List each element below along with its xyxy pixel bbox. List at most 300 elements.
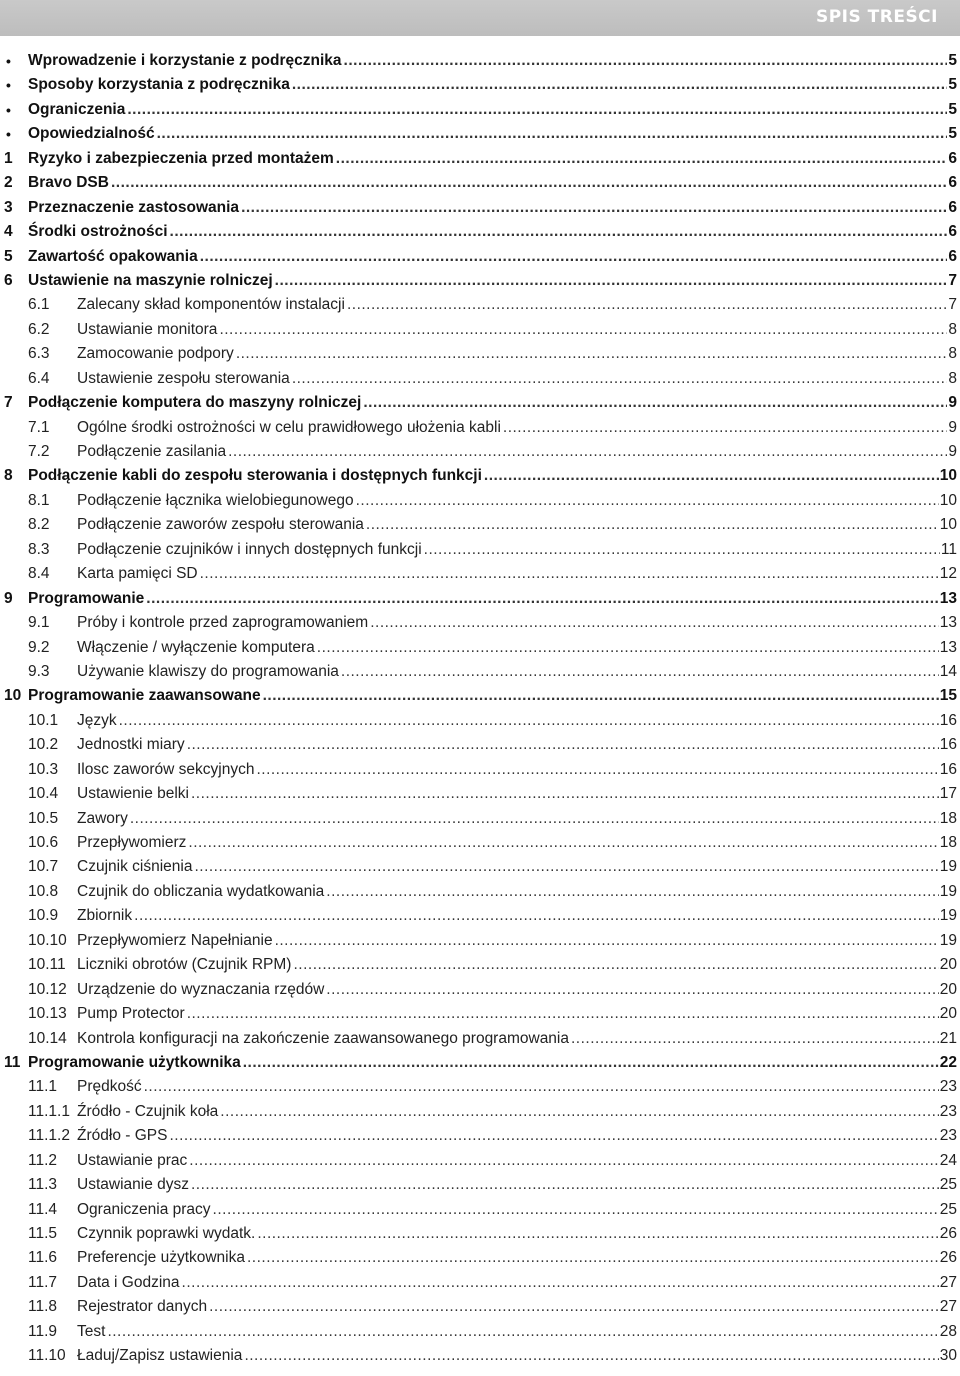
toc-entry[interactable]	[0, 147, 960, 171]
toc-entry[interactable]	[0, 929, 960, 953]
dot-leader	[200, 247, 948, 267]
toc-entry-title: Jednostki miary	[77, 736, 185, 754]
toc-entry-body	[77, 1077, 957, 1097]
toc-entry-number: 10.10	[28, 931, 67, 949]
toc-entry[interactable]	[0, 611, 960, 635]
toc-entry[interactable]	[0, 733, 960, 757]
toc-entry-body	[77, 711, 957, 731]
toc-entry-body	[77, 1029, 957, 1049]
toc-entry-page: 18	[939, 809, 957, 827]
dot-leader	[326, 882, 938, 902]
dot-leader	[187, 1004, 939, 1024]
toc-entry-body	[77, 809, 957, 829]
toc-entry[interactable]	[0, 782, 960, 806]
dot-leader	[213, 1200, 939, 1220]
toc-entry-body	[77, 1175, 957, 1195]
dot-leader	[144, 1077, 939, 1097]
toc-entry-number: 11.9	[28, 1322, 58, 1340]
toc-entry-number: 10.14	[28, 1029, 67, 1047]
toc-entry[interactable]	[0, 293, 960, 317]
toc-entry-page: 27	[939, 1298, 957, 1316]
toc-entry-page: 23	[939, 1102, 957, 1120]
dot-leader	[170, 222, 948, 242]
toc-entry-number: 11.1.1	[28, 1102, 70, 1120]
toc-entry-page: 16	[939, 760, 957, 778]
toc-entry-title: Włączenie / wyłączenie komputera	[77, 638, 315, 656]
toc-entry[interactable]	[0, 978, 960, 1002]
toc-entry[interactable]	[0, 416, 960, 440]
toc-entry-number: 10.9	[28, 907, 59, 925]
toc-entry-page: 13	[939, 638, 957, 656]
bullet-icon: •	[6, 53, 11, 69]
toc-entry[interactable]	[0, 904, 960, 928]
toc-entry-number: 10.2	[28, 736, 59, 754]
toc-entry-body	[28, 149, 957, 169]
toc-entry[interactable]	[0, 758, 960, 782]
toc-entry[interactable]	[0, 513, 960, 537]
toc-entry[interactable]	[0, 1344, 960, 1368]
toc-entry-number: 11.1.2	[28, 1127, 70, 1145]
toc-entry-body	[77, 638, 957, 658]
toc-entry-number: 8.2	[28, 516, 50, 534]
toc-entry-page: 13	[939, 614, 957, 632]
toc-entry[interactable]	[0, 1271, 960, 1295]
header-bar	[0, 0, 960, 36]
toc-entry-body	[77, 613, 957, 633]
toc-entry-title: Źródło - GPS	[77, 1127, 168, 1145]
toc-entry-number: 4	[4, 223, 13, 241]
toc-entry-title: Używanie klawiszy do programowania	[77, 662, 339, 680]
dot-leader	[247, 1248, 939, 1268]
toc-entry[interactable]	[0, 440, 960, 464]
toc-entry-body	[28, 466, 957, 486]
toc-entry[interactable]	[0, 73, 960, 97]
dot-leader	[191, 1175, 939, 1195]
toc-entry-page: 8	[948, 369, 957, 387]
toc-entry-page: 18	[939, 834, 957, 851]
dot-leader	[356, 491, 939, 511]
toc-entry-page: 16	[939, 711, 957, 729]
toc-entry-title: Czynnik poprawki wydatk.	[77, 1225, 256, 1242]
dot-leader	[256, 760, 938, 780]
toc-entry[interactable]	[0, 684, 960, 708]
toc-entry-body	[28, 271, 957, 291]
toc-entry-body	[77, 760, 957, 780]
toc-entry-page: 10	[939, 491, 957, 509]
toc-entry-body	[77, 1346, 957, 1366]
toc-entry-number: 8.1	[28, 491, 50, 509]
toc-entry-number: 11.4	[28, 1200, 58, 1218]
toc-entry-body	[77, 418, 957, 438]
toc-entry[interactable]	[0, 831, 960, 855]
toc-entry-title: Czujnik ciśnienia	[77, 858, 193, 876]
toc-entry-page: 22	[939, 1053, 957, 1071]
toc-entry-page: 16	[939, 736, 957, 754]
toc-entry[interactable]	[0, 489, 960, 513]
toc-entry[interactable]	[0, 220, 960, 244]
toc-entry[interactable]	[0, 855, 960, 879]
toc-entry-body	[77, 1273, 957, 1293]
toc-entry-page: 20	[939, 956, 957, 974]
dot-leader	[257, 1224, 938, 1244]
toc-entry-number: 11	[4, 1053, 21, 1071]
toc-entry-page: 20	[939, 1005, 957, 1023]
toc-entry-number: 6.4	[28, 369, 50, 387]
dot-leader	[127, 100, 947, 120]
toc-entry-page: 23	[939, 1078, 957, 1096]
table-of-contents	[0, 49, 960, 1369]
toc-entry-title: Przepływomierz Napełnianie	[77, 931, 273, 949]
dot-leader	[220, 1102, 938, 1122]
dot-leader	[188, 833, 938, 853]
toc-entry-page: 21	[939, 1029, 957, 1047]
toc-entry[interactable]	[0, 318, 960, 342]
toc-entry-body	[28, 247, 957, 267]
toc-entry-body	[77, 1224, 957, 1244]
toc-entry-number: 10.4	[28, 785, 59, 803]
dot-leader	[157, 124, 948, 144]
dot-leader	[366, 515, 939, 535]
toc-entry-number: 11.8	[28, 1298, 58, 1316]
toc-entry-title: Programowanie użytkownika	[28, 1053, 241, 1071]
dot-leader	[292, 75, 948, 95]
toc-entry-number: 3	[4, 198, 13, 216]
bullet-icon: •	[6, 101, 11, 118]
dot-leader	[275, 271, 948, 291]
dot-leader	[228, 442, 947, 462]
toc-entry-number: 11.5	[28, 1225, 58, 1242]
toc-entry-page: 24	[939, 1151, 957, 1169]
dot-leader	[293, 955, 938, 975]
toc-entry-page: 6	[948, 198, 957, 216]
bullet-icon: •	[6, 77, 11, 94]
toc-entry-body	[77, 442, 957, 462]
toc-entry[interactable]	[0, 391, 960, 415]
toc-entry-page: 20	[939, 980, 957, 998]
toc-entry-body	[77, 735, 957, 755]
toc-entry[interactable]	[0, 1149, 960, 1173]
toc-entry-title: Liczniki obrotów (Czujnik RPM)	[77, 956, 292, 974]
page-title: SPIS TREŚCI	[815, 7, 938, 27]
dot-leader	[347, 295, 947, 315]
toc-entry-number: 10.8	[28, 882, 59, 900]
toc-entry[interactable]	[0, 171, 960, 195]
toc-entry[interactable]	[0, 269, 960, 293]
toc-entry-page: 9	[948, 394, 957, 412]
toc-entry-title: Preferencje użytkownika	[77, 1249, 245, 1267]
toc-entry[interactable]	[0, 807, 960, 831]
dot-leader	[189, 1151, 938, 1171]
toc-entry-page: 19	[939, 858, 957, 876]
toc-entry-page: 5	[948, 125, 957, 143]
toc-entry-page: 25	[939, 1200, 957, 1218]
toc-entry[interactable]	[0, 953, 960, 977]
toc-entry-title: Sposoby korzystania z podręcznika	[28, 76, 290, 94]
toc-entry-title: Język	[77, 711, 117, 729]
toc-entry[interactable]	[0, 1295, 960, 1319]
toc-entry-body	[77, 1200, 957, 1220]
toc-entry-page: 19	[939, 882, 957, 900]
dot-leader	[130, 809, 939, 829]
toc-entry-number: 1	[4, 149, 13, 167]
toc-entry-title: Bravo DSB	[28, 174, 109, 192]
toc-entry-page: 30	[939, 1347, 957, 1365]
toc-entry-page: 13	[939, 589, 957, 607]
toc-entry[interactable]	[0, 1027, 960, 1051]
toc-entry-page: 9	[948, 418, 957, 436]
toc-entry-title: Ładuj/Zapisz ustawienia	[77, 1347, 243, 1365]
toc-entry[interactable]	[0, 1075, 960, 1099]
toc-entry-title: Data i Godzina	[77, 1273, 180, 1291]
toc-entry-title: Przeznaczenie zastosowania	[28, 198, 240, 216]
toc-entry-body	[77, 833, 957, 853]
toc-entry-number: 9.3	[28, 662, 50, 680]
toc-entry-title: Zalecany skład komponentów instalacji	[77, 296, 345, 314]
toc-entry-title: Ryzyko i zabezpieczenia przed montażem	[28, 149, 334, 167]
toc-entry-page: 5	[948, 100, 957, 118]
dot-leader	[317, 638, 939, 658]
toc-entry[interactable]	[0, 1246, 960, 1270]
toc-entry[interactable]	[0, 1051, 960, 1075]
toc-entry-number: 5	[4, 247, 13, 265]
toc-entry-title: Zawartość opakowania	[28, 247, 198, 265]
toc-entry[interactable]	[0, 880, 960, 904]
toc-entry-number: 9	[4, 589, 13, 607]
dot-leader	[241, 198, 947, 218]
toc-entry-title: Zamocowanie podpory	[77, 345, 234, 363]
dot-leader	[292, 369, 948, 389]
toc-entry-title: Karta pamięci SD	[77, 565, 198, 583]
toc-entry-body	[28, 198, 957, 218]
toc-entry[interactable]	[0, 587, 960, 611]
toc-entry-page: 19	[939, 931, 957, 949]
toc-entry-title: Test	[77, 1322, 106, 1340]
dot-leader	[363, 393, 947, 413]
toc-entry-title: Programowanie	[28, 589, 145, 607]
dot-leader	[341, 662, 939, 682]
toc-entry-title: Ustawienie belki	[77, 785, 189, 803]
toc-entry-body	[28, 51, 957, 71]
toc-entry-title: Ustawianie dysz	[77, 1176, 189, 1194]
toc-entry-page: 27	[939, 1273, 957, 1291]
toc-entry-title: Źródło - Czujnik koła	[77, 1102, 219, 1120]
toc-entry-page: 10	[939, 516, 957, 534]
toc-entry-page: 6	[948, 174, 957, 192]
dot-leader	[107, 1322, 938, 1342]
toc-entry-title: Opowiedzialność	[28, 125, 155, 143]
dot-leader	[119, 711, 939, 731]
toc-entry-number: 11.10	[28, 1347, 66, 1365]
dot-leader	[344, 51, 948, 71]
toc-entry[interactable]	[0, 1222, 960, 1246]
toc-entry-title: Programowanie zaawansowane	[28, 687, 261, 705]
toc-entry-number: 11.1	[28, 1078, 58, 1096]
toc-entry-page: 11	[940, 540, 957, 558]
toc-entry-title: Pump Protector	[77, 1005, 185, 1023]
toc-entry-body	[28, 75, 957, 95]
dot-leader	[194, 857, 938, 877]
toc-entry-page: 6	[948, 149, 957, 167]
toc-entry-title: Wprowadzenie i korzystanie z podręcznika	[28, 52, 342, 69]
toc-entry-title: Podłączenie zaworów zespołu sterowania	[77, 516, 364, 534]
dot-leader	[169, 1126, 938, 1146]
toc-entry-title: Przepływomierz	[77, 834, 187, 851]
toc-entry[interactable]	[0, 538, 960, 562]
dot-leader	[244, 1346, 938, 1366]
toc-entry-body	[77, 540, 957, 560]
toc-entry-body	[28, 686, 957, 706]
toc-entry-number: 10.5	[28, 809, 59, 827]
toc-entry[interactable]	[0, 367, 960, 391]
toc-entry-number: 10.7	[28, 858, 59, 876]
toc-entry-body	[28, 173, 957, 193]
toc-entry-body	[77, 369, 957, 389]
dot-leader	[326, 980, 938, 1000]
toc-entry-page: 26	[939, 1225, 957, 1242]
toc-entry-page: 28	[939, 1322, 957, 1340]
toc-entry-body	[77, 1126, 957, 1146]
dot-leader	[191, 784, 939, 804]
toc-entry-title: Zbiornik	[77, 907, 133, 925]
bullet-icon: •	[6, 126, 11, 143]
toc-entry-number: 7.2	[28, 443, 50, 460]
toc-entry-page: 7	[948, 271, 957, 289]
toc-entry-number: 10.13	[28, 1005, 67, 1023]
toc-entry-number: 11.2	[28, 1151, 58, 1169]
toc-entry-number: 11.3	[28, 1176, 58, 1194]
toc-entry-number: 10	[4, 687, 22, 705]
toc-entry-title: Kontrola konfiguracji na zakończenie zaawansowanego programowania	[77, 1029, 569, 1047]
toc-entry-number: 9.1	[28, 614, 50, 632]
toc-entry-number: 10.6	[28, 834, 59, 851]
toc-entry-number: 8.3	[28, 540, 50, 558]
toc-entry-number: 11.6	[28, 1249, 58, 1267]
toc-entry-title: Zawory	[77, 809, 128, 827]
toc-entry-page: 5	[948, 76, 957, 94]
toc-entry-title: Prędkość	[77, 1078, 142, 1096]
dot-leader	[187, 735, 939, 755]
toc-entry-page: 19	[939, 907, 957, 925]
toc-entry-body	[77, 491, 957, 511]
toc-entry-body	[28, 222, 957, 242]
toc-entry[interactable]	[0, 342, 960, 366]
toc-entry-page: 8	[948, 320, 957, 338]
toc-entry-body	[77, 906, 957, 926]
dot-leader	[336, 149, 948, 169]
toc-entry-title: Próby i kontrole przed zaprogramowaniem	[77, 614, 369, 632]
toc-entry-number: 7	[4, 394, 13, 412]
toc-entry-body	[28, 589, 957, 609]
dot-leader	[209, 1297, 939, 1317]
toc-entry[interactable]	[0, 245, 960, 269]
toc-entry-number: 8	[4, 467, 13, 485]
toc-entry-page: 6	[948, 247, 957, 265]
toc-entry-title: Ograniczenia	[28, 100, 126, 118]
toc-entry-body	[77, 1297, 957, 1317]
toc-entry-title: Urządzenie do wyznaczania rzędów	[77, 980, 325, 998]
toc-entry[interactable]	[0, 660, 960, 684]
toc-entry-page: 17	[939, 785, 957, 803]
toc-entry[interactable]	[0, 636, 960, 660]
toc-entry-number: 8.4	[28, 565, 50, 583]
toc-entry[interactable]	[0, 1100, 960, 1124]
toc-entry-number: 9.2	[28, 638, 50, 656]
toc-entry-number: 10.11	[28, 956, 66, 974]
toc-entry[interactable]	[0, 1198, 960, 1222]
toc-entry-number: 6.2	[28, 320, 50, 338]
toc-entry-title: Środki ostrożności	[28, 223, 168, 241]
toc-entry-body	[77, 931, 957, 951]
toc-entry-page: 25	[939, 1176, 957, 1194]
toc-entry[interactable]	[0, 1124, 960, 1148]
toc-entry-title: Ustawienie zespołu sterowania	[77, 369, 290, 387]
toc-entry[interactable]	[0, 1173, 960, 1197]
toc-entry[interactable]	[0, 1320, 960, 1344]
toc-entry-number: 10.3	[28, 760, 59, 778]
toc-entry-body	[77, 515, 957, 535]
toc-entry[interactable]	[0, 464, 960, 488]
dot-leader	[146, 589, 938, 609]
dot-leader	[424, 540, 940, 560]
toc-entry-page: 7	[948, 296, 957, 314]
toc-entry-title: Ustawianie prac	[77, 1151, 188, 1169]
toc-entry-title: Ustawienie na maszynie rolniczej	[28, 271, 273, 289]
dot-leader	[484, 466, 939, 486]
toc-entry-title: Ogólne środki ostrożności w celu prawidłowego ułożenia kabli	[77, 418, 501, 436]
toc-entry-page: 26	[939, 1249, 957, 1267]
toc-entry-body	[77, 662, 957, 682]
toc-entry-page: 8	[948, 345, 957, 363]
toc-entry-body	[28, 100, 957, 120]
toc-entry-body	[77, 1322, 957, 1342]
toc-entry-number: 6.3	[28, 345, 50, 363]
toc-entry-page: 6	[948, 223, 957, 241]
toc-entry-number: 2	[4, 174, 13, 192]
toc-entry-body	[77, 1248, 957, 1268]
toc-entry-body	[77, 564, 957, 584]
toc-entry[interactable]	[0, 49, 960, 73]
toc-entry-body	[77, 320, 957, 340]
toc-entry-title: Czujnik do obliczania wydatkowania	[77, 882, 325, 900]
toc-entry-page: 15	[939, 687, 957, 705]
toc-entry[interactable]	[0, 709, 960, 733]
dot-leader	[236, 344, 948, 364]
toc-entry[interactable]	[0, 562, 960, 586]
toc-entry[interactable]	[0, 196, 960, 220]
toc-entry-title: Ustawianie monitora	[77, 320, 218, 338]
dot-leader	[503, 418, 947, 438]
toc-entry[interactable]	[0, 98, 960, 122]
dot-leader	[370, 613, 939, 633]
toc-entry-body	[28, 1053, 957, 1073]
dot-leader	[111, 173, 947, 193]
toc-entry-title: Ilosc zaworów sekcyjnych	[77, 760, 255, 778]
toc-entry[interactable]	[0, 122, 960, 146]
toc-entry-page: 23	[939, 1127, 957, 1145]
toc-entry-page: 9	[948, 443, 957, 460]
toc-entry-page: 5	[948, 52, 957, 69]
toc-entry-number: 10.1	[28, 711, 59, 729]
toc-entry-body	[77, 1004, 957, 1024]
toc-entry-body	[77, 955, 957, 975]
dot-leader	[200, 564, 939, 584]
toc-entry-body	[77, 980, 957, 1000]
toc-entry-page: 10	[939, 467, 957, 485]
toc-entry-number: 6	[4, 271, 13, 289]
toc-entry-title: Podłączenie czujników i innych dostępnych funkcji	[77, 540, 422, 558]
toc-entry[interactable]	[0, 1002, 960, 1026]
dot-leader	[182, 1273, 939, 1293]
